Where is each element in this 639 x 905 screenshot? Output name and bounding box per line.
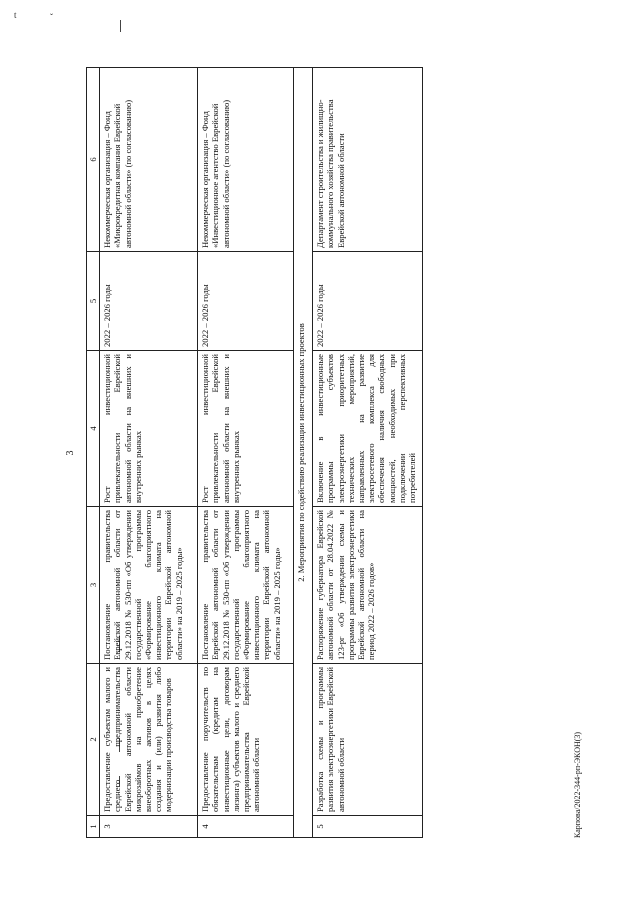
measure-cell: Разработка схемы и программы развития электроэнергетики Еврейской автономной области	[312, 663, 422, 815]
result-cell: Рост инвестиционной привлекательности Еврейской автономной области на внешних и внутренних рынках	[99, 350, 197, 506]
measure-cell: Предоставление субъектам малого и среднего предпринимательства Еврейской автономной области микрозаймов на приобретение внеоборотных активов в целях создания и (или) развития либо модернизации производства товаров	[99, 663, 197, 815]
term-cell: 2022 – 2026 годы	[197, 251, 293, 350]
scan-mark	[120, 20, 121, 32]
section-title: 2. Мероприятия по содействию реализации инвестиционных проектов	[293, 67, 312, 837]
row-number: 3	[99, 815, 197, 837]
header-cell: 3	[86, 506, 99, 663]
header-cell: 6	[86, 67, 99, 251]
result-cell: Включение в инвестиционные программы субъектов электроэнергетики приоритетных технических мероприятий, направленных на развитие электросетевого комплекса для обеспечения наличия свободных мощностей, необходимых при подключении перспективных потребителей	[312, 350, 422, 506]
section-row	[293, 67, 312, 837]
measures-table	[86, 67, 423, 838]
table-row	[312, 67, 422, 837]
measure-cell: Предоставление поручительств по обязательствам (кредитам на инвестиционные цели, договорам лизинга) субъектов малого и среднего предпринимательства Еврейской автономной области	[197, 663, 293, 815]
page-number: 3	[64, 450, 76, 455]
row-number: 4	[197, 815, 293, 837]
scan-mark: t	[14, 10, 17, 20]
header-row	[86, 67, 99, 837]
table-row	[99, 67, 197, 837]
header-cell: 2	[86, 663, 99, 815]
result-cell: Рост инвестиционной привлекательности Еврейской автономной области на внешних и внутренних рынках	[197, 350, 293, 506]
table-row	[197, 67, 293, 837]
basis-cell: Постановление правительства Еврейской автономной области от 29.12.2018 № 530-пп «Об утверждении государственной программы «Формирование благоприятного инвестиционного климата на территории Еврейской автономной области» на 2019 – 2025 годы»	[99, 506, 197, 663]
scan-mark: ˇ	[50, 12, 53, 22]
document-code: Карпова/2022-344-рп-ЭКОН(3)	[572, 731, 582, 838]
header-cell: 5	[86, 251, 99, 350]
term-cell: 2022 – 2026 годы	[99, 251, 197, 350]
term-cell: 2022 – 2026 годы	[312, 251, 422, 350]
basis-cell: Распоряжение губернатора Еврейской автономной области от 28.04.2022 № 123-рг «Об утверждении схемы и программы развития электроэнергетики Еврейской автономной области на период 2022 – 2026 годов»	[312, 506, 422, 663]
header-cell: 1	[86, 815, 99, 837]
rotated-document	[60, 68, 580, 838]
executor-cell: Некоммерческая организация – Фонд «Микрокредитная компания Еврейской автономной области» (по согласованию)	[99, 67, 197, 251]
basis-cell: Постановление правительства Еврейской автономной области от 29.12.2018 № 530-пп «Об утверждении государственной программы «Формирование благоприятного инвестиционного климата на территории Еврейской автономной области» на 2019 – 2025 годы»	[197, 506, 293, 663]
row-number: 5	[312, 815, 422, 837]
header-cell: 4	[86, 350, 99, 506]
executor-cell: Некоммерческая организация – Фонд «Инвестиционное агентство Еврейской автономной области» (по согласованию)	[197, 67, 293, 251]
executor-cell: Департамент строительства и жилищно-коммунального хозяйства правительства Еврейской автономной области	[312, 67, 422, 251]
